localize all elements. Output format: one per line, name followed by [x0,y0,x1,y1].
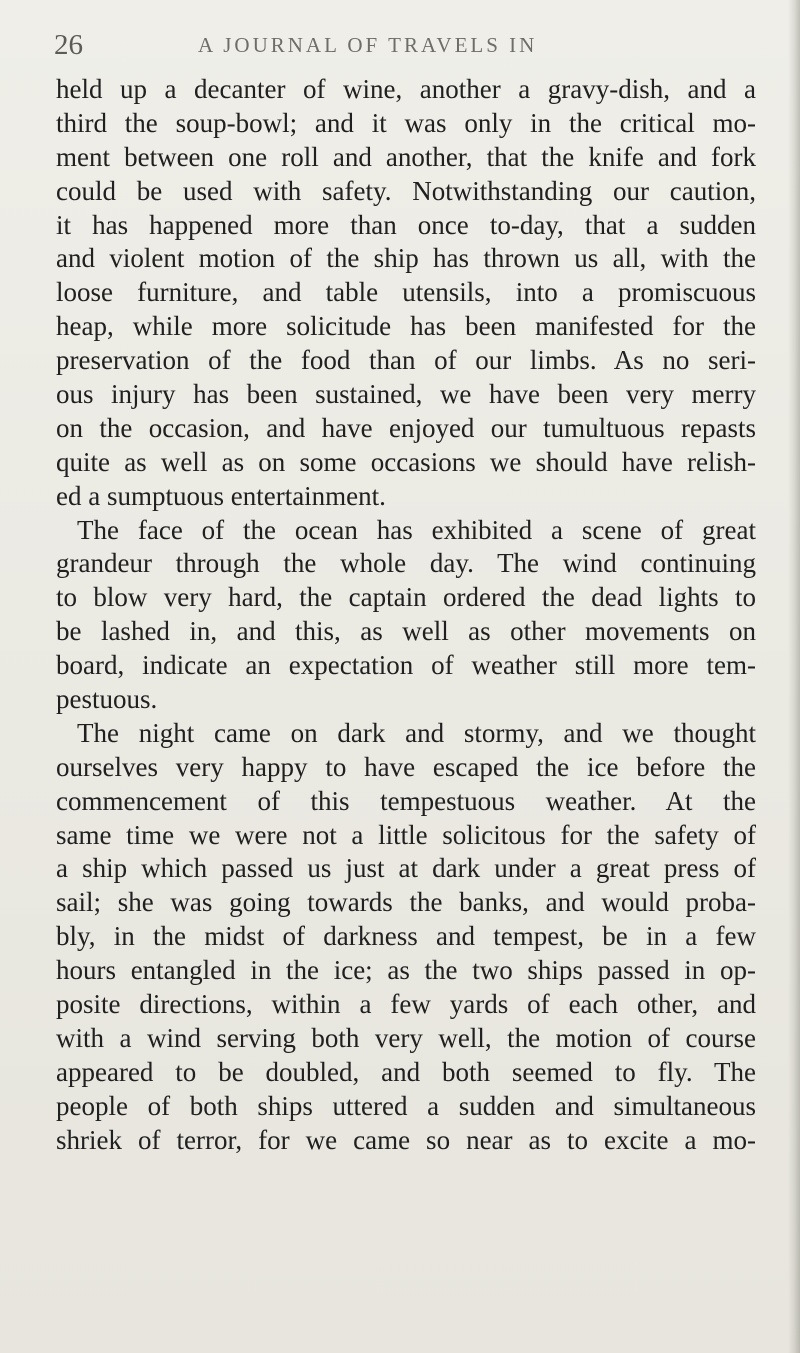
page-number: 26 [54,29,83,61]
running-head: A JOURNAL OF TRAVELS IN [198,33,538,57]
text-line-16: to blow very hard, the captain ordered the dead lights to [56,582,756,613]
text-line-26: bly, in the midst of darkness and tempest, be in a few [56,921,756,952]
body-text [56,73,756,1158]
text-line-27: hours entangled in the ice; as the two ships passed in op- [56,955,756,986]
text-line-12: quite as well as on some occasions we should have relish- [56,446,756,477]
text-line-17: be lashed in, and this, as well as other movements on [56,616,756,647]
text-line-3: ment between one roll and another, that the knife and fork [56,141,756,172]
text-line-31: people of both ships uttered a sudden and simultaneous [56,1090,756,1121]
text-line-32: shriek of terror, for we came so near as to excite a mo- [56,1124,756,1155]
text-line-28: posite directions, within a few yards of each other, and [56,989,756,1020]
text-line-6: and violent motion of the ship has thrown us all, with the [56,243,756,274]
text-line-24: a ship which passed us just at dark under a great press of [56,853,756,884]
text-line-23: same time we were not a little solicitous for the safety of [56,819,756,850]
text-line-2: third the soup-bowl; and it was only in the critical mo- [56,107,756,138]
text-line-5: it has happened more than once to-day, that a sudden [56,209,756,240]
text-line-20: The night came on dark and stormy, and we thought [77,717,756,748]
text-line-8: heap, while more solicitude has been manifested for the [56,311,756,342]
text-line-1: held up a decanter of wine, another a gravy-dish, and a [56,74,756,104]
text-line-30: appeared to be doubled, and both seemed to fly. The [56,1056,756,1087]
text-line-7: loose furniture, and table utensils, into a promiscuous [56,277,756,308]
text-line-15: grandeur through the whole day. The wind continuing [56,548,756,579]
page-header [54,26,754,64]
text-line-19: pestuous. [56,684,158,715]
text-line-9: preservation of the food than of our limbs. As no seri- [56,345,756,376]
text-line-18: board, indicate an expectation of weather still more tem- [56,650,756,681]
text-line-11: on the occasion, and have enjoyed our tumultuous repasts [56,412,756,443]
text-line-25: sail; she was going towards the banks, and would proba- [56,887,756,918]
text-line-4: could be used with safety. Notwithstanding our caution, [56,175,756,206]
text-line-13: ed a sumptuous entertainment. [56,480,386,511]
text-line-14: The face of the ocean has exhibited a scene of great [77,514,756,545]
text-line-21: ourselves very happy to have escaped the ice before the [56,751,756,782]
text-line-29: with a wind serving both very well, the motion of course [56,1022,756,1053]
page-edge-shadow [788,0,800,1353]
text-line-22: commencement of this tempestuous weather. At the [56,785,756,816]
text-line-10: ous injury has been sustained, we have been very merry [56,379,756,410]
